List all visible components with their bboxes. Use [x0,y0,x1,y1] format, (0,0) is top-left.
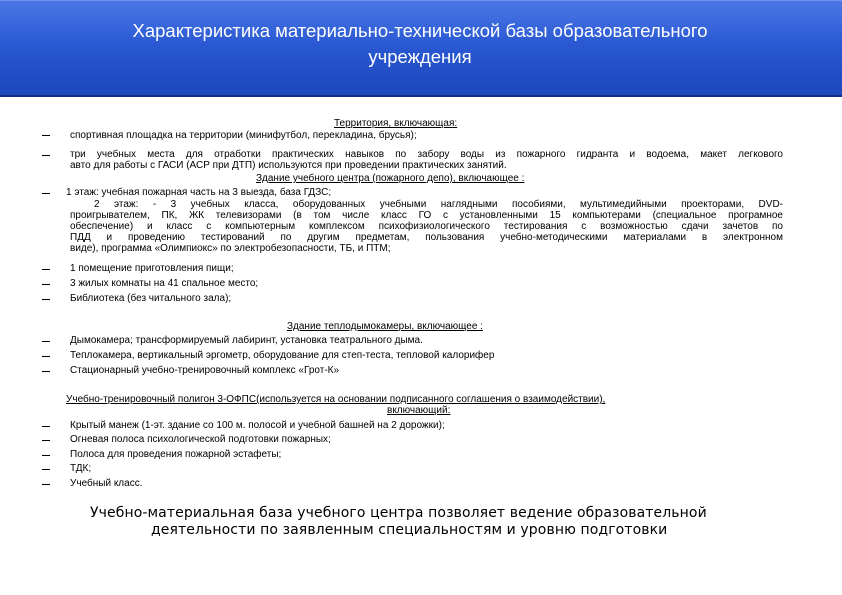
list-bullet [42,440,50,441]
list-item: Крытый манеж (1-эт. здание со 100 м. полосой и учебной башней на 2 дорожки); [70,420,445,431]
list-item: Огневая полоса психологической подготовки пожарных; [70,434,331,445]
list-item: 1 этаж: учебная пожарная часть на 3 выезда, база ГДЗС; [66,187,332,198]
list-bullet [42,299,50,300]
list-item: спортивная площадка на территории (минифутбол, перекладина, брусья); [70,130,417,141]
page-title-line-1: Характеристика материально-технической базы образовательного [132,20,708,41]
list-bullet [42,341,50,342]
list-item: Учебный класс. [70,478,143,489]
list-bullet [42,269,50,270]
list-bullet [42,193,50,194]
territory-heading: Территория, включающая: [334,118,458,129]
list-bullet [42,155,50,156]
list-item: Стационарный учебно-тренировочный комплекс «Грот-К» [70,365,340,376]
fire-depot-heading: Здание учебного центра (пожарного депо), включающее : [256,173,525,184]
title-banner [0,0,842,97]
page-title-line-2: учреждения [368,46,472,67]
list-item: 3 жилых комнаты на 41 спальное место; [70,278,259,289]
list-bullet [42,469,50,470]
smoke-chamber-heading: Здание теплодымокамеры, включающее : [287,321,483,332]
list-item: Теплокамера, вертикальный эргометр, оборудование для степ-теста, тепловой калорифер [70,350,495,361]
conclusion-line-2: деятельности по заявленным специальностям и уровню подготовки [151,522,668,538]
list-item: 1 помещение приготовления пищи; [70,263,234,274]
list-item: ТДК; [70,463,92,474]
floor2-text-line: обеспечение) и класс с компьютерным комплексом психофизиологического тестирования с возможностью сдачи зачетов по [70,221,783,232]
polygon-heading: Учебно-тренировочный полигон 3-ОФПС(используется на основании подписанного соглашения о взаимодействии), [66,394,606,405]
conclusion-line-1: Учебно-материальная база учебного центра позволяет ведение образовательной [90,505,707,521]
list-bullet [42,426,50,427]
list-item: три учебных места для отработки практических навыков по забору воды из пожарного гидранта и водоема, макет легкового [70,149,783,160]
list-bullet [42,371,50,372]
floor2-text-line: ПДД и проведению тестирований по другим предметам, пользования учебно-методическими материалами в электронном [70,232,783,243]
list-bullet [42,284,50,285]
list-bullet [42,484,50,485]
polygon-heading-continuation: включающий: [387,405,451,416]
floor2-text-line: виде), программа «Олимпиокс» по электробезопасности, ТБ, и ПТМ; [70,243,391,254]
page-title [40,18,800,70]
list-item: Полоса для проведения пожарной эстафеты; [70,449,282,460]
list-bullet [42,356,50,357]
list-item: Дымокамера; трансформируемый лабиринт, установка театрального дыма. [70,335,423,346]
list-item-continuation: авто для работы с ГАСИ (АСР при ДТП) используются при проведении практических занятий. [70,160,507,171]
floor2-text-line: проигрывателем, ПК, ЖК телевизорами (в том числе класс ГО с установленными 15 компьютерами (специальное програмное [70,210,783,221]
list-bullet [42,135,50,136]
list-bullet [42,455,50,456]
list-item: Библиотека (без читального зала); [70,293,232,304]
floor2-text-line: 2 этаж: - 3 учебных класса, оборудованных учебными наглядными пособиями, мультимедийными проекторами, DVD- [94,199,783,210]
